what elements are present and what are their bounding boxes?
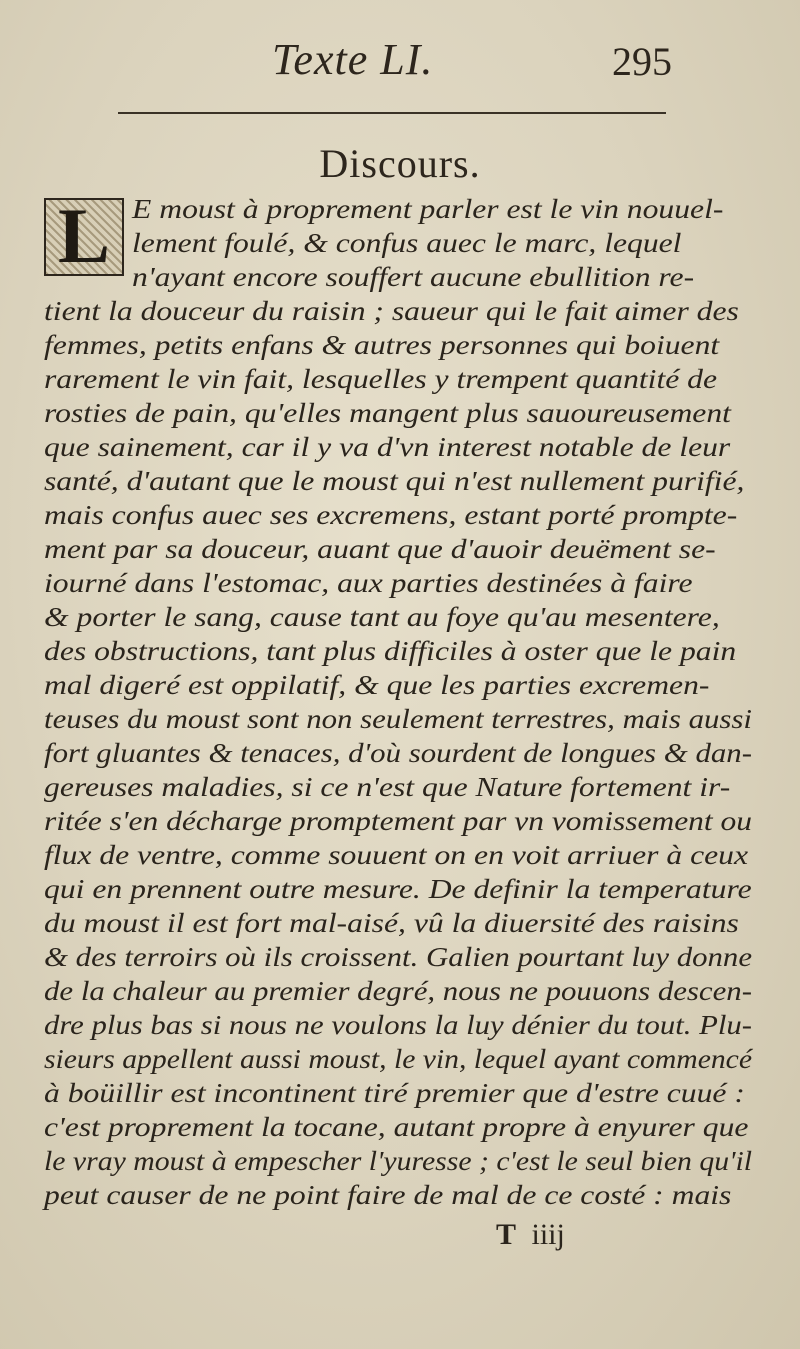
text-line: le vray moust à empescher l'yuresse ; c'est le seul bien qu'il <box>44 1145 752 1176</box>
text-line: n'ayant encore souffert aucune ebullition re- <box>132 261 695 292</box>
text-line: c'est proprement la tocane, autant propre à enyurer que <box>44 1111 749 1142</box>
text-line: & porter le sang, cause tant au foye qu'au mesentere, <box>44 601 720 632</box>
text-line: femmes, petits enfans & autres personnes qui boiuent <box>44 329 720 360</box>
text-line: ment par sa douceur, auant que d'auoir deuëment se- <box>44 533 716 564</box>
text-line: gereuses maladies, si ce n'est que Nature fortement ir- <box>44 771 731 802</box>
page-header <box>0 24 800 94</box>
text-line: de la chaleur au premier degré, nous ne pouuons descen- <box>44 975 752 1006</box>
text-line: fort gluantes & tenaces, d'où sourdent de longues & dan- <box>44 737 752 768</box>
running-title: Texte LI. <box>272 35 434 84</box>
page-number: 295 <box>612 39 672 84</box>
text-line: ritée s'en décharge promptement par vn vomissement ou <box>44 805 752 836</box>
text-line: peut causer de ne point faire de mal de ce costé : mais <box>44 1179 732 1210</box>
signature-mark <box>496 1218 565 1252</box>
text-line: que sainement, car il y va d'vn interest notable de leur <box>44 431 731 462</box>
text-line: rarement le vin fait, lesquelles y trempent quantité de <box>44 363 718 394</box>
text-line: qui en prennent outre mesure. De definir la temperature <box>44 873 752 904</box>
text-line: rosties de pain, qu'elles mangent plus sauoureusement <box>44 397 731 428</box>
text-line: du moust il est fort mal-aisé, vû la diuersité des raisins <box>44 907 739 938</box>
drop-cap-letter: L <box>57 192 111 279</box>
text-line: à boüillir est incontinent tiré premier que d'estre cuué : <box>44 1077 745 1108</box>
text-line: santé, d'autant que le moust qui n'est nullement purifié, <box>44 465 745 496</box>
text-line: lement foulé, & confus auec le marc, lequel <box>132 227 682 258</box>
text-line: tient la douceur du raisin ; saueur qui le fait aimer des <box>44 295 739 326</box>
header-rule <box>118 112 666 114</box>
text-line: flux de ventre, comme souuent on en voit arriuer à ceux <box>44 839 749 870</box>
text-line: sieurs appellent aussi moust, le vin, lequel ayant commencé <box>44 1043 752 1074</box>
section-heading: Discours. <box>319 141 481 186</box>
text-line: mal digeré est oppilatif, & que les parties excremen- <box>44 669 710 700</box>
body-text <box>0 192 800 1210</box>
text-line: teuses du moust sont non seulement terrestres, mais aussi <box>44 703 753 734</box>
text-line: E moust à proprement parler est le vin nouuel- <box>132 193 724 224</box>
signature-numeral: iiij <box>531 1218 565 1251</box>
text-line: & des terroirs où ils croissent. Galien pourtant luy donne <box>44 941 752 972</box>
text-line: mais confus auec ses excremens, estant porté prompte- <box>44 499 738 530</box>
text-line: dre plus bas si nous ne voulons la luy dénier du tout. Plu- <box>44 1009 752 1040</box>
text-line: des obstructions, tant plus difficiles à oster que le pain <box>44 635 737 666</box>
text-line: iourné dans l'estomac, aux parties destinées à faire <box>44 567 693 598</box>
signature-letter: T <box>496 1218 517 1251</box>
